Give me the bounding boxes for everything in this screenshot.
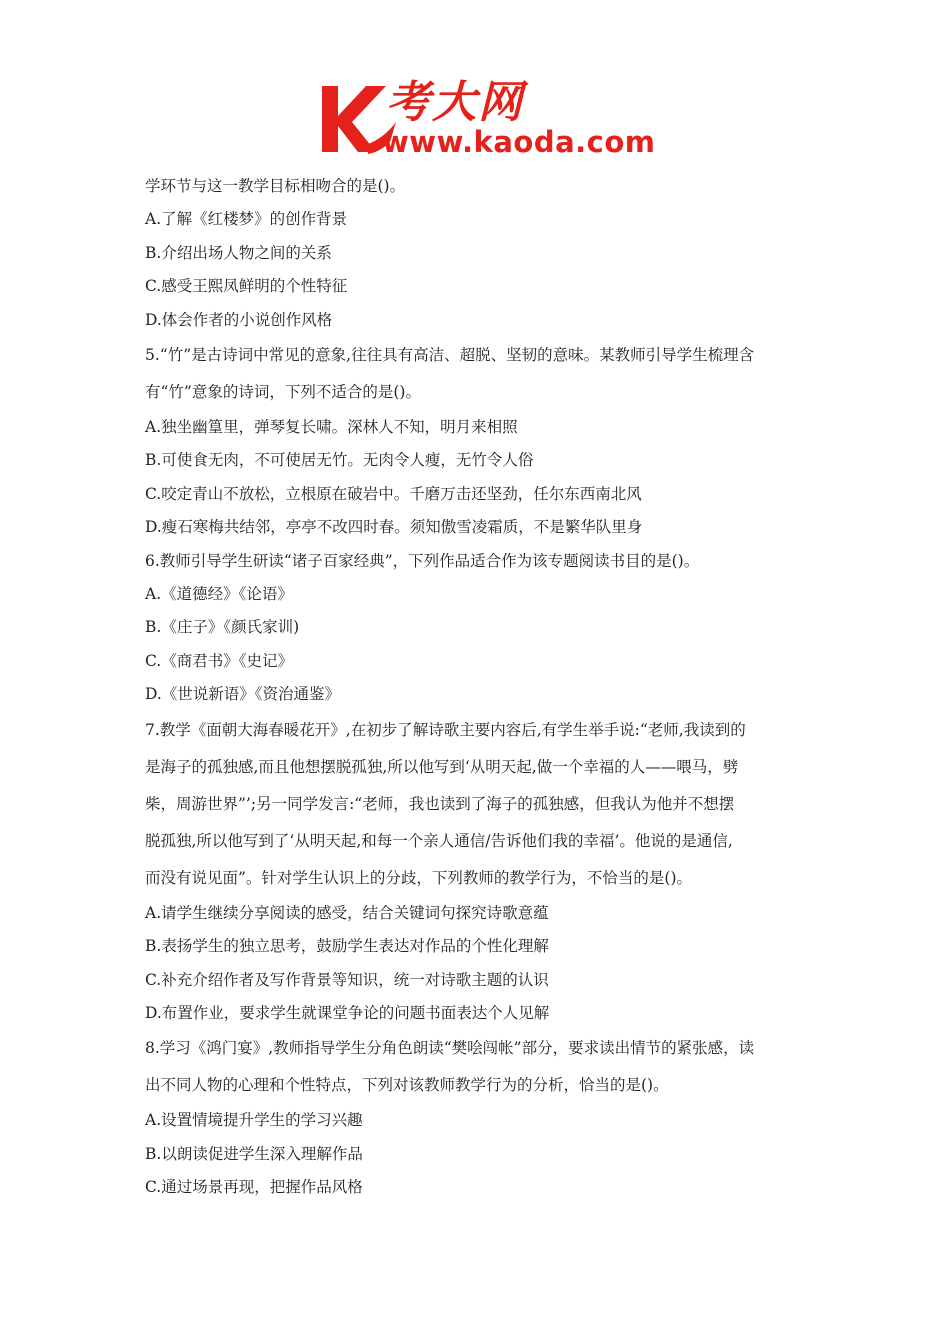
logo-chinese-text: 考大网 [386, 77, 524, 128]
option-c: C.咬定青山不放松，立根原在破岩中。千磨万击还坚劲，任尔东西南北风 [145, 484, 642, 503]
option-a: A.请学生继续分享阅读的感受，结合关键词句探究诗歌意蕴 [145, 903, 549, 922]
option-c: C.感受王熙凤鲜明的个性特征 [145, 277, 348, 296]
option-a: A.《道德经》《论语》 [145, 585, 293, 604]
option-d: D.《世说新语》《资治通鉴》 [145, 685, 341, 704]
question-7-stem-cont: 柴，周游世界”’;另一同学发言:“老师，我也读到了海子的孤独感，但我认为他并不想摆 [145, 794, 735, 813]
option-d: D.瘦石寒梅共结邻，亭亭不改四时春。须知傲雪凌霜质，不是繁华队里身 [145, 518, 643, 537]
option-b: B.表扬学生的独立思考，鼓励学生表达对作品的个性化理解 [145, 937, 549, 956]
option-b: B.可使食无肉，不可使居无竹。无肉令人瘦，无竹令人俗 [145, 451, 534, 470]
option-a: A.设置情境提升学生的学习兴趣 [145, 1111, 363, 1130]
option-c: C.通过场景再现，把握作品风格 [145, 1178, 363, 1197]
question-6-stem: 6.教师引导学生研读“诸子百家经典”，下列作品适合作为该专题阅读书目的是()。 [145, 551, 700, 570]
text-line: 学环节与这一教学目标相吻合的是()。 [145, 177, 406, 195]
question-8-stem: 8.学习《鸿门宴》,教师指导学生分角色朗读“樊哙闯帐”部分，要求读出情节的紧张感，读 [145, 1039, 755, 1058]
question-5-stem-cont: 有“竹”意象的诗词，下列不适合的是()。 [145, 383, 421, 402]
option-a: A.独坐幽篁里，弹琴复长啸。深林人不知，明月来相照 [145, 418, 518, 437]
option-c: C.《商君书》《史记》 [145, 651, 293, 670]
logo-url-text: www.kaoda.com [382, 125, 656, 159]
option-c: C.补充介绍作者及写作背景等知识，统一对诗歌主题的认识 [145, 970, 549, 989]
question-5-stem: 5.“竹”是古诗词中常见的意象,往往具有高洁、超脱、坚韧的意味。某教师引导学生梳理含 [145, 346, 755, 365]
option-b: B.以朗读促进学生深入理解作品 [145, 1144, 363, 1163]
option-b: B.《庄子》《颜氏家训) [145, 618, 300, 637]
question-7-stem-cont: 而没有说见面”。针对学生认识上的分歧，下列教师的教学行为，不恰当的是()。 [145, 868, 693, 887]
question-7-stem: 7.教学《面朝大海春暖花开》,在初步了解诗歌主要内容后,有学生举手说:“老师,我读到的 [145, 720, 746, 739]
option-d: D.体会作者的小说创作风格 [145, 310, 333, 329]
question-content [145, 170, 825, 1205]
option-b: B.介绍出场人物之间的关系 [145, 243, 332, 262]
option-d: D.布置作业，要求学生就课堂争论的问题书面表达个人见解 [145, 1003, 550, 1022]
kaoda-logo [318, 77, 656, 162]
question-7-stem-cont: 脱孤独,所以他写到了‘从明天起,和每一个亲人通信/告诉他们我的幸福’。他说的是通信, [145, 831, 733, 850]
question-8-stem-cont: 出不同人物的心理和个性特点，下列对该教师教学行为的分析，恰当的是()。 [145, 1076, 669, 1095]
option-a: A.了解《红楼梦》的创作背景 [145, 210, 348, 229]
question-7-stem-cont: 是海子的孤独感,而且他想摆脱孤独,所以他写到‘从明天起,做一个幸福的人——喂马，劈 [145, 757, 739, 776]
